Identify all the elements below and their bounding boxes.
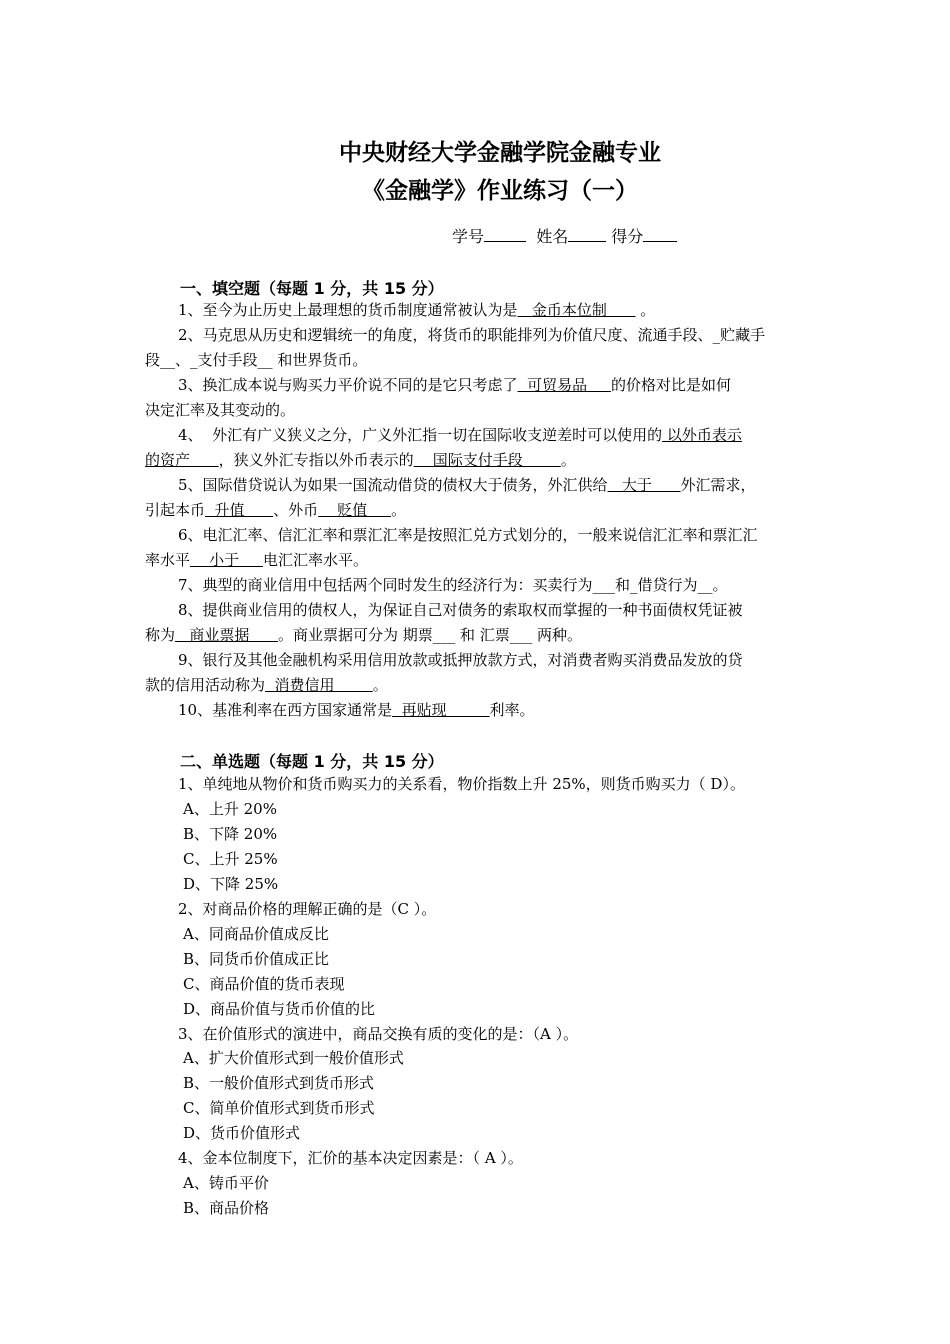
fill-question-3-cont: 决定汇率及其变动的。 bbox=[145, 401, 296, 419]
choice-question-1: 1、单纯地从物价和货币购买力的关系看，物价指数上升 25%，则货币购买力（ D）。 bbox=[178, 775, 745, 793]
fill-question-2-cont bbox=[145, 350, 367, 370]
option: C、上升 25% bbox=[183, 850, 278, 868]
choice-question-3: 3、在价值形式的演进中，商品交换有质的变化的是：（A ）。 bbox=[178, 1025, 579, 1043]
answer: 再贴现 bbox=[392, 701, 490, 719]
fill-question-6: 6、电汇汇率、信汇汇率和票汇汇率是按照汇兑方式划分的，一般来说信汇汇率和票汇汇 bbox=[178, 526, 758, 544]
answer: 消费信用 bbox=[265, 676, 373, 694]
name-blank bbox=[568, 227, 606, 242]
answer: 国际支付手段 bbox=[413, 451, 561, 469]
option: A、扩大价值形式到一般价值形式 bbox=[183, 1049, 404, 1067]
question-text: 、 bbox=[175, 351, 191, 369]
fill-question-8: 8、提供商业信用的债权人，为保证自己对债务的索取权而掌握的一种书面债权凭证被 bbox=[178, 601, 743, 619]
question-text: 。商业票据可分为 期票___ 和 汇票___ 两种。 bbox=[277, 626, 583, 644]
fill-question-3 bbox=[178, 375, 731, 395]
choice-question-2: 2、对商品价格的理解正确的是（C ）。 bbox=[178, 900, 437, 918]
question-text: 。 bbox=[391, 501, 407, 519]
option: D、商品价值与货币价值的比 bbox=[183, 1000, 376, 1018]
question-text: 1、至今为止历史上最理想的货币制度通常被认为是 bbox=[178, 301, 518, 319]
section-heading-single-choice: 二、单选题（每题 1 分，共 15 分） bbox=[180, 752, 444, 771]
option: B、下降 20% bbox=[183, 825, 278, 843]
question-text: ，狭义外汇专指以外币表示的 bbox=[218, 451, 414, 469]
question-text: 5、国际借贷说认为如果一国流动借贷的债权大于债务，外汇供给 bbox=[178, 476, 608, 494]
question-text: 2、马克思从历史和逻辑统一的角度，将货币的职能排列为价值尺度、流通手段、 bbox=[178, 326, 713, 344]
answer: 段__ bbox=[145, 351, 176, 369]
choice-question-4: 4、金本位制度下，汇价的基本决定因素是：（ A ）。 bbox=[178, 1149, 523, 1167]
section-heading-fill-in: 一、填空题（每题 1 分，共 15 分） bbox=[180, 279, 444, 298]
fill-question-9-cont bbox=[145, 675, 388, 695]
question-text: 10、基准利率在西方国家通常是 bbox=[178, 701, 393, 719]
option: B、同货币价值成正比 bbox=[183, 950, 330, 968]
score-blank bbox=[643, 227, 677, 242]
question-text: 。 bbox=[560, 451, 576, 469]
fill-question-2 bbox=[178, 325, 765, 345]
question-text: 率水平 bbox=[145, 551, 191, 569]
question-text: 。 bbox=[635, 301, 656, 319]
option: C、简单价值形式到货币形式 bbox=[183, 1099, 375, 1117]
option: A、铸币平价 bbox=[183, 1174, 269, 1192]
fill-question-10 bbox=[178, 700, 535, 720]
question-text: 3、换汇成本说与购买力平价说不同的是它只考虑了 bbox=[178, 376, 518, 394]
fill-question-4-cont bbox=[145, 450, 576, 470]
document-title: 中央财经大学金融学院金融专业 bbox=[339, 140, 661, 166]
option: B、一般价值形式到货币形式 bbox=[183, 1074, 375, 1092]
question-text: 电汇汇率水平。 bbox=[262, 551, 368, 569]
answer: 贬值 bbox=[318, 501, 392, 519]
answer: _贮藏手 bbox=[712, 326, 766, 344]
fill-question-6-cont bbox=[145, 550, 368, 570]
name-label: 姓名 bbox=[536, 227, 569, 246]
answer: 金币本位制 bbox=[517, 301, 636, 319]
question-text: 。 bbox=[372, 676, 388, 694]
document-subtitle: 《金融学》作业练习（一） bbox=[362, 178, 638, 204]
option: A、上升 20% bbox=[183, 800, 277, 818]
question-text: 利率。 bbox=[489, 701, 535, 719]
option: D、下降 25% bbox=[183, 875, 279, 893]
score-label: 得分 bbox=[611, 227, 644, 246]
fill-question-1 bbox=[178, 300, 655, 320]
answer: 大于 bbox=[607, 476, 681, 494]
student-id-label: 学号 bbox=[452, 227, 485, 246]
answer: 升值 bbox=[205, 501, 274, 519]
answer: 可贸易品 bbox=[517, 376, 611, 394]
question-text: 的价格对比是如何 bbox=[610, 376, 731, 394]
answer: 小于 bbox=[190, 551, 263, 569]
answer: _支付手段__ bbox=[190, 351, 273, 369]
fill-question-7: 7、典型的商业信用中包括两个同时发生的经济行为：买卖行为___和_借贷行为__。 bbox=[178, 576, 728, 594]
question-text: 4、 外汇有广义狭义之分，广义外汇指一切在国际收支逆差时可以使用的 bbox=[178, 426, 663, 444]
question-text: 外汇需求， bbox=[680, 476, 756, 494]
question-text: 款的信用活动称为 bbox=[145, 676, 266, 694]
question-text: 引起本币 bbox=[145, 501, 206, 519]
fill-question-5 bbox=[178, 475, 755, 495]
fill-question-8-cont bbox=[145, 625, 582, 645]
answer: 商业票据 bbox=[175, 626, 278, 644]
option: D、货币价值形式 bbox=[183, 1124, 301, 1142]
option: C、商品价值的货币表现 bbox=[183, 975, 345, 993]
student-info-line bbox=[452, 224, 677, 247]
question-text: 称为 bbox=[145, 626, 176, 644]
answer: 以外币表示 bbox=[662, 426, 742, 444]
student-id-blank bbox=[484, 227, 526, 242]
fill-question-9: 9、银行及其他金融机构采用信用放款或抵押放款方式，对消费者购买消费品发放的贷 bbox=[178, 651, 743, 669]
question-text: 和世界货币。 bbox=[272, 351, 368, 369]
fill-question-5-cont bbox=[145, 500, 406, 520]
option: B、商品价格 bbox=[183, 1199, 270, 1217]
fill-question-4 bbox=[178, 425, 742, 445]
option: A、同商品价值成反比 bbox=[183, 925, 329, 943]
answer: 的资产 bbox=[145, 451, 219, 469]
question-text: 、外币 bbox=[273, 501, 319, 519]
